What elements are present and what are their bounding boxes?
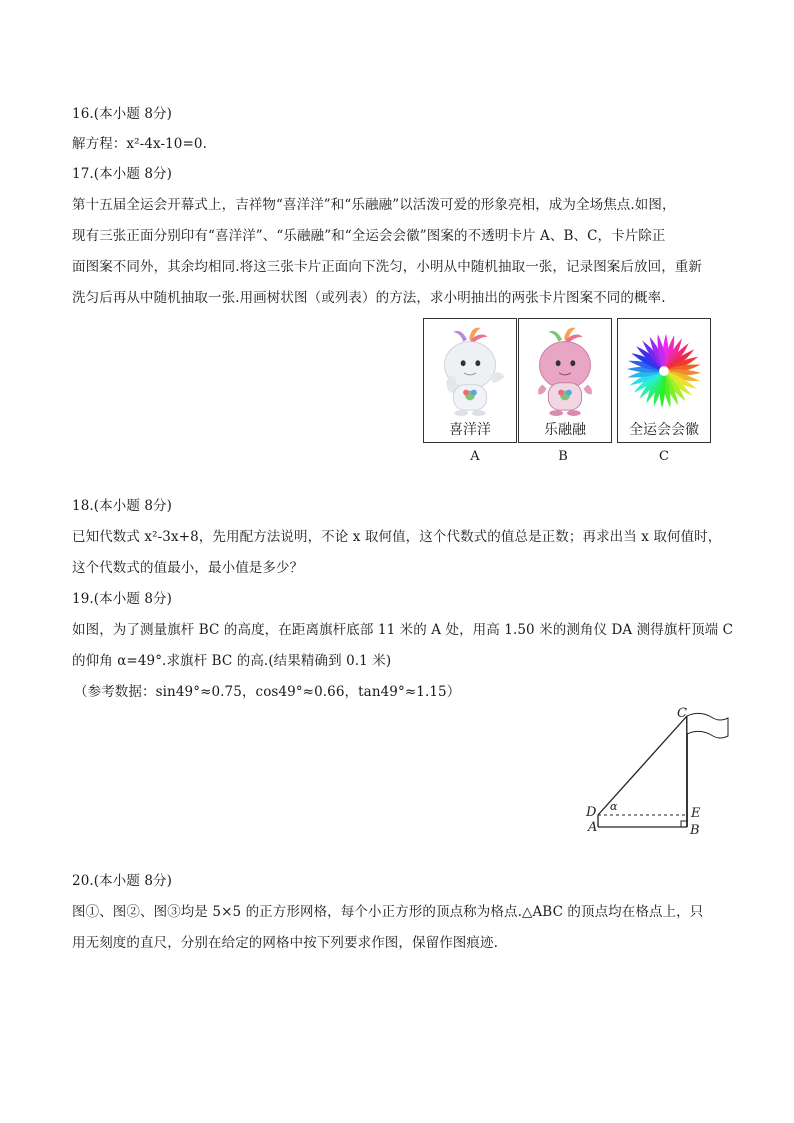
flag [687, 713, 728, 738]
q16-header: 16.(本小题 8分) [72, 106, 172, 122]
right-angle-mark [681, 821, 687, 827]
q16-prefix: 解方程： [72, 136, 127, 152]
card-b-caption: 乐融融 [544, 422, 586, 438]
label-b: B [690, 823, 700, 838]
card-c-caption: 全运会会徽 [629, 422, 699, 438]
mascot-white-image [424, 319, 516, 421]
emblem-center [659, 366, 669, 376]
q19-header: 19.(本小题 8分) [72, 591, 172, 607]
q18-text-line-1: 已知代数式 x²-3x+8，先用配方法说明，不论 x 取何值，这个代数式的值总是正数；再求出当 x 取何值时， [72, 529, 722, 545]
q20-text-line-1: 图①、图②、图③均是 5×5 的正方形网格，每个小正方形的顶点称为格点.△ABC 的顶点均在格点上，只 [72, 904, 704, 920]
label-e: E [691, 806, 701, 821]
card-a-letter: A [470, 449, 480, 464]
label-a: A [588, 820, 598, 835]
q20-text-line-2: 用无刻度的直尺，分别在给定的网格中按下列要求作图，保留作图痕迹. [72, 935, 498, 951]
q19-text-line-2: 的仰角 α=49°.求旗杆 BC 的高.(结果精确到 0.1 米) [72, 653, 392, 669]
label-d: D [586, 805, 597, 820]
q19-text-line-1: 如图，为了测量旗杆 BC 的高度，在距离旗杆底部 11 米的 A 处，用高 1.50 米的测角仪 DA 测得旗杆顶端 C [72, 622, 734, 638]
card-c [617, 318, 711, 443]
q17-text-line-1: 第十五届全运会开幕式上，吉祥物“喜洋洋”和“乐融融”以活泼可爱的形象亮相，成为全场焦点.如图， [72, 197, 676, 213]
q17-text-line-4: 洗匀后再从中随机抽取一张.用画树状图（或列表）的方法，求小明抽出的两张卡片图案不同的概率. [72, 290, 666, 306]
q16-equation-line [72, 134, 207, 154]
card-b-letter: B [558, 449, 568, 464]
q18-header: 18.(本小题 8分) [72, 498, 172, 514]
q18-text-line-2: 这个代数式的值最小，最小值是多少？ [72, 560, 304, 576]
flagpole-diagram [580, 700, 740, 840]
q20-header: 20.(本小题 8分) [72, 873, 172, 889]
q17-header: 17.(本小题 8分) [72, 166, 172, 182]
q17-text-line-3: 面图案不同外，其余均相同.将这三张卡片正面向下洗匀，小明从中随机抽取一张，记录图案后放回，重新 [72, 259, 702, 275]
mascot-pink-image [519, 319, 611, 421]
q17-text-line-2: 现有三张正面分别印有“喜洋洋”、“乐融融”和“全运会会徽”图案的不透明卡片 A、B、C，卡片除正 [72, 228, 666, 244]
q19-reference-data: （参考数据：sin49°≈0.75，cos49°≈0.66，tan49°≈1.15） [74, 684, 461, 700]
card-a [423, 318, 517, 443]
label-c: C [677, 706, 687, 721]
card-a-caption: 喜洋洋 [449, 422, 491, 438]
games-emblem-image [618, 319, 710, 421]
card-c-letter: C [659, 449, 669, 464]
label-alpha: α [610, 800, 618, 813]
card-b [518, 318, 612, 443]
q16-equation: x²-4x-10=0. [126, 136, 207, 152]
